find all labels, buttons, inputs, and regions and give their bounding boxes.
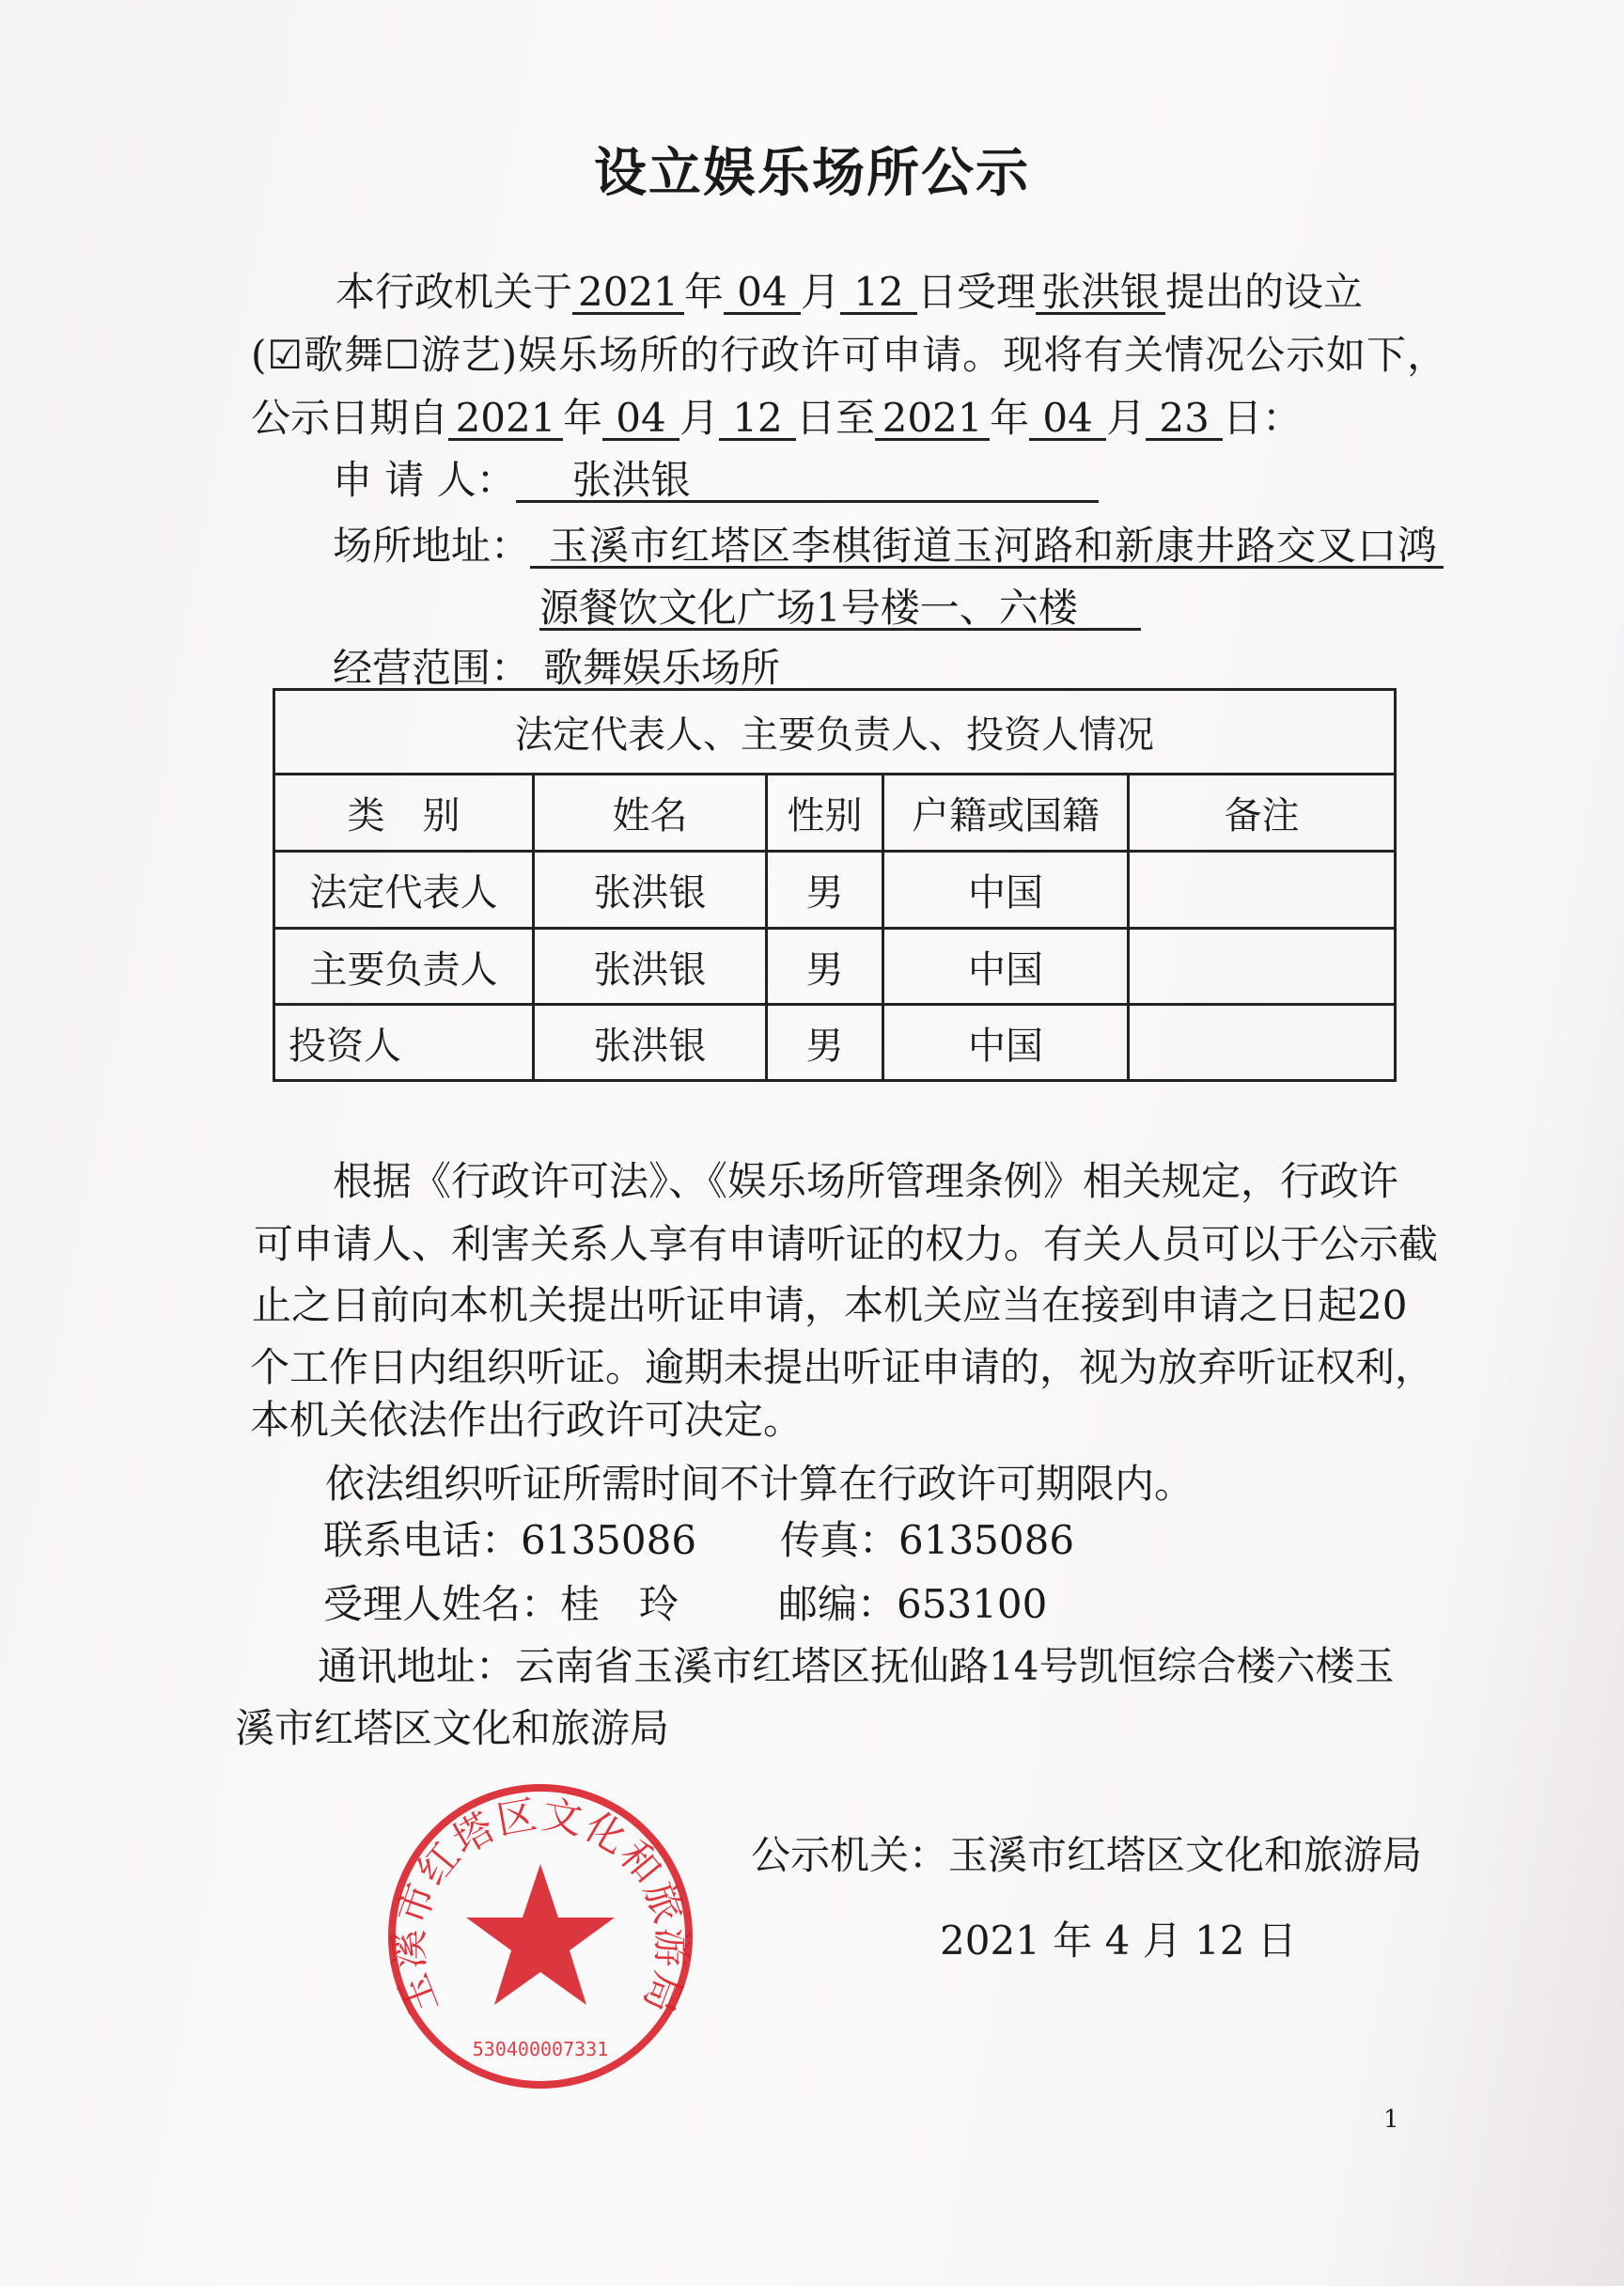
mail-address-label: 通讯地址： <box>318 1643 516 1689</box>
notice-line: 止之日前向本机关提出听证申请，本机关应当在接到申请之日起20 <box>252 1282 1408 1328</box>
notice-line: 可申请人、利害关系人享有申请听证的权力。有关人员可以于公示截 <box>254 1221 1439 1267</box>
accept-month: 04 <box>724 273 801 315</box>
text: 年 <box>563 395 603 441</box>
text: 年 <box>683 269 724 315</box>
seal-text: 玉溪市红塔区文化和旅游局 <box>385 1791 695 2022</box>
cell <box>1129 929 1396 1005</box>
fax-value: 6135086 <box>898 1517 1075 1563</box>
table-row <box>274 852 1396 929</box>
cell: 主要负责人 <box>274 929 534 1005</box>
applicant-row <box>333 457 1099 503</box>
issue-date: 2021 年 4 月 12 日 <box>940 1918 1297 1964</box>
cell: 中国 <box>883 1005 1129 1081</box>
applicant-value: 张洪银 <box>516 461 1099 503</box>
cell: 张洪银 <box>534 929 767 1005</box>
cell: 法定代表人 <box>274 852 534 929</box>
text: 年 <box>990 395 1030 441</box>
text: 日至 <box>796 395 876 441</box>
text: 提出的设立 <box>1164 269 1363 315</box>
applicant-label: 申 请 人： <box>333 457 516 503</box>
text: 月 <box>800 269 840 315</box>
cell: 张洪银 <box>534 1005 767 1081</box>
phone-label: 联系电话： <box>323 1517 522 1563</box>
cell <box>1129 1005 1396 1081</box>
cell: 男 <box>767 852 883 929</box>
cell: 投资人 <box>274 1005 534 1081</box>
text: 日受理 <box>916 269 1036 315</box>
mail-address-line1: 云南省玉溪市红塔区抚仙路14号凯恒综合楼六楼玉 <box>515 1643 1395 1689</box>
text: 公示日期自 <box>251 395 449 441</box>
handler-label: 受理人姓名： <box>323 1581 561 1627</box>
text: 月 <box>1106 395 1147 441</box>
text: 本行政机关于 <box>336 269 573 315</box>
notice-line: 个工作日内组织听证。逾期未提出听证申请的，视为放弃听证权利， <box>250 1344 1435 1390</box>
fax-row <box>780 1517 1075 1563</box>
accept-year: 2021 <box>572 273 684 315</box>
cell: 中国 <box>883 852 1129 929</box>
star-icon <box>466 1864 615 2005</box>
cell: 男 <box>767 1005 883 1081</box>
intro-line-3 <box>251 395 1303 441</box>
scope-label: 经营范围： <box>333 645 531 691</box>
table-caption: 法定代表人、主要负责人、投资人情况 <box>274 690 1396 775</box>
postcode-label: 邮编： <box>778 1581 898 1627</box>
fax-label: 传真： <box>780 1517 899 1563</box>
notice-line: 根据《行政许可法》、《娱乐场所管理条例》相关规定，行政许 <box>333 1158 1399 1204</box>
address-label: 场所地址： <box>333 523 531 569</box>
header-category: 类 别 <box>274 775 534 852</box>
intro-line-1 <box>336 269 1363 315</box>
cell: 中国 <box>883 929 1129 1005</box>
accept-day: 12 <box>840 273 917 315</box>
to-day: 23 <box>1146 399 1223 441</box>
phone-value: 6135086 <box>521 1517 697 1563</box>
cell: 张洪银 <box>534 852 767 929</box>
address-row-2 <box>539 585 1141 631</box>
to-year: 2021 <box>875 399 990 441</box>
contact-row <box>323 1517 697 1563</box>
cell <box>1129 852 1396 929</box>
header-name: 姓名 <box>534 775 767 852</box>
scope-row <box>333 645 1132 691</box>
table-row <box>274 929 1396 1005</box>
seal-code: 530400007331 <box>472 2038 609 2060</box>
issuer-row <box>751 1832 1423 1878</box>
header-nationality: 户籍或国籍 <box>883 775 1129 852</box>
from-day: 12 <box>719 399 796 441</box>
text: 日： <box>1223 395 1303 441</box>
from-month: 04 <box>602 399 679 441</box>
personnel-table <box>273 688 1397 1082</box>
page-title: 设立娱乐场所公示 <box>594 143 1030 204</box>
mail-address-line2: 溪市红塔区文化和旅游局 <box>235 1705 670 1751</box>
address-value-line2: 源餐饮文化广场1号楼一、六楼 <box>539 588 1141 631</box>
issuer-label: 公示机关： <box>751 1832 949 1878</box>
handler-row <box>323 1581 679 1627</box>
cell: 男 <box>767 929 883 1005</box>
page-number: 1 <box>1383 2106 1399 2134</box>
to-month: 04 <box>1029 399 1106 441</box>
handler-value: 桂 玲 <box>560 1581 679 1627</box>
issuer-value: 玉溪市红塔区文化和旅游局 <box>948 1832 1423 1878</box>
from-year: 2021 <box>448 399 563 441</box>
header-remarks: 备注 <box>1129 775 1396 852</box>
postcode-value: 653100 <box>897 1581 1048 1627</box>
text: 月 <box>679 395 720 441</box>
postcode-row <box>778 1581 1048 1627</box>
notice-line: 本机关依法作出行政许可决定。 <box>250 1397 804 1443</box>
address-value-line1: 玉溪市红塔区李棋街道玉河路和新康井路交叉口鸿 <box>530 526 1444 569</box>
header-gender: 性别 <box>767 775 883 852</box>
applicant-name: 张洪银 <box>1036 273 1165 315</box>
mail-address-row <box>318 1643 1395 1689</box>
intro-line-2: (☑歌舞☐游艺)娱乐场所的行政许可申请。现将有关情况公示如下， <box>251 332 1448 378</box>
address-row <box>333 523 1444 569</box>
table-row <box>274 1005 1396 1081</box>
hearing-time-note: 依法组织听证所需时间不计算在行政许可期限内。 <box>325 1461 1195 1507</box>
scope-value: 歌舞娱乐场所 <box>530 649 1132 691</box>
official-seal <box>385 1781 695 2091</box>
